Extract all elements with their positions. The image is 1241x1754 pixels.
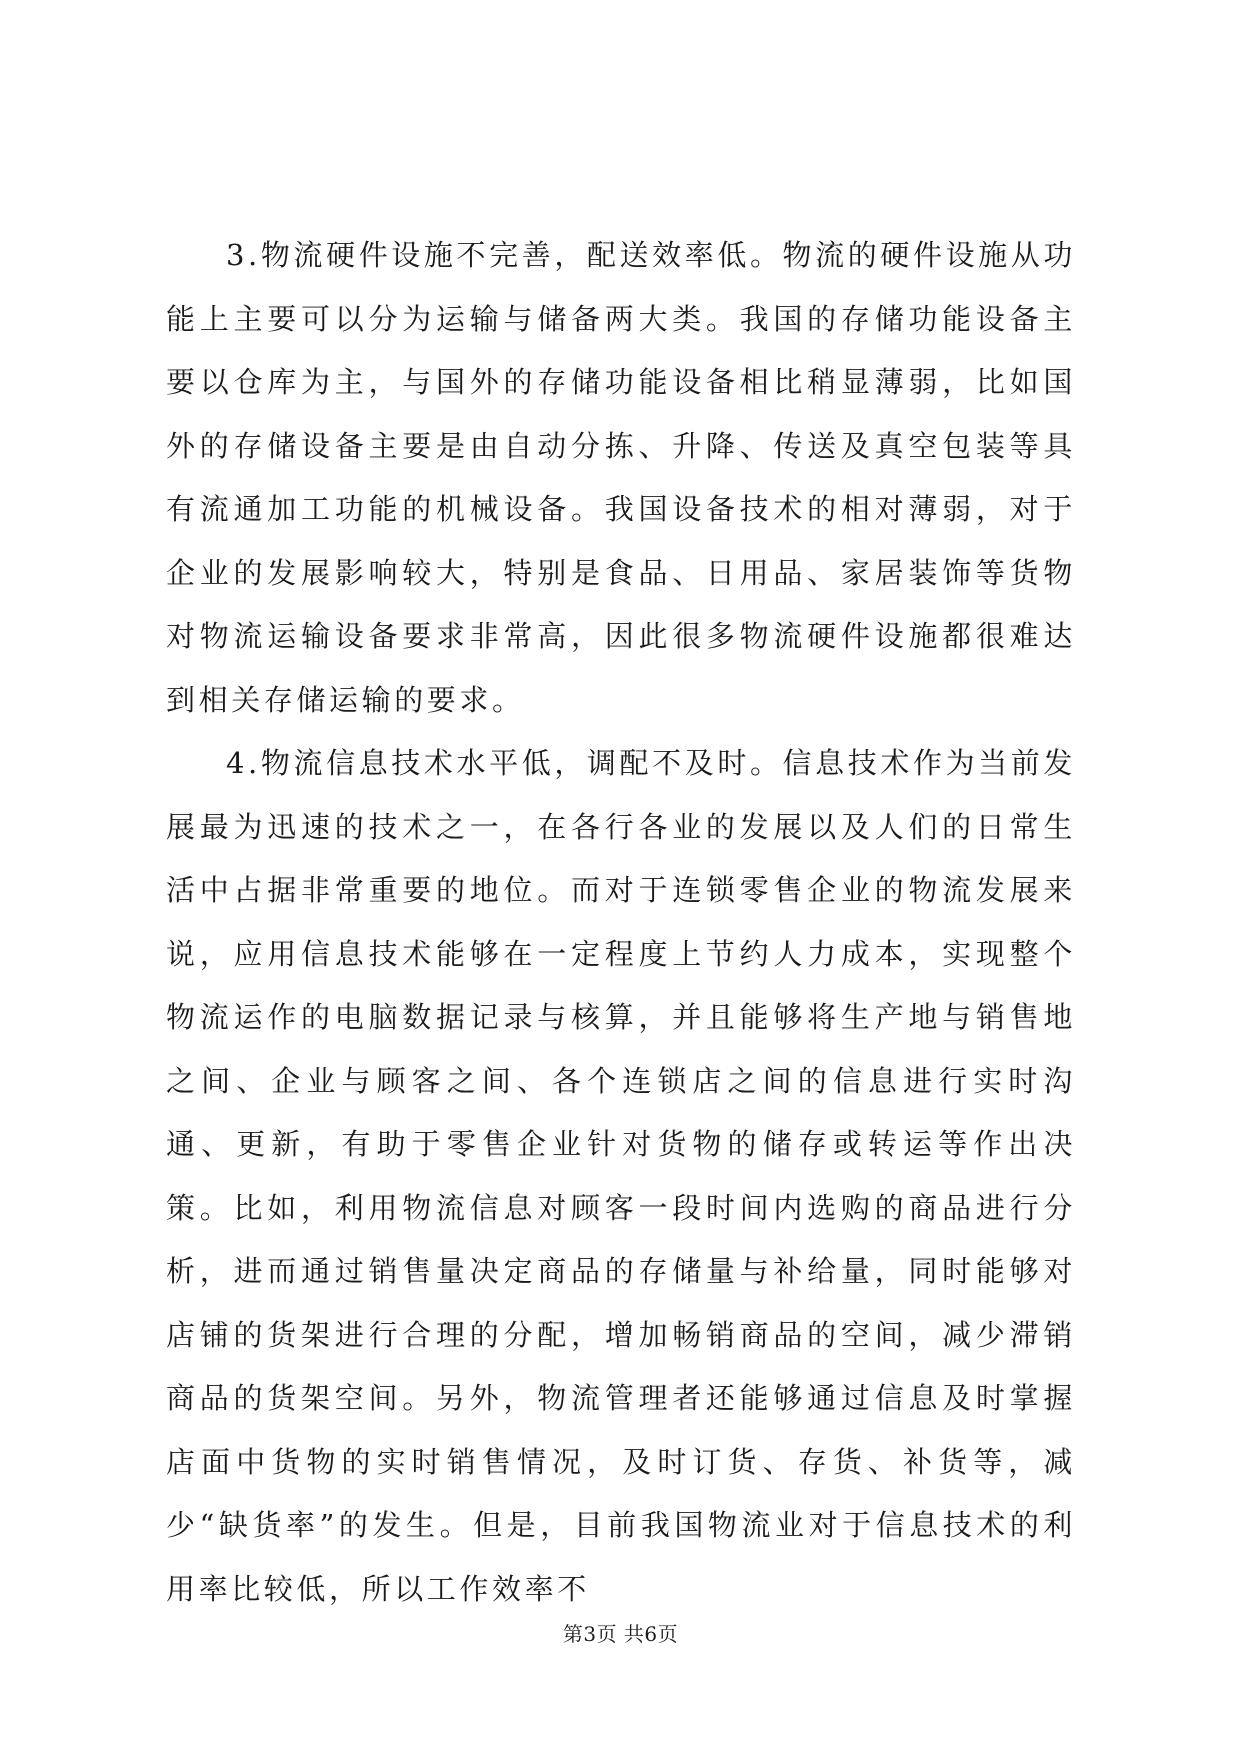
paragraph-information-technology: 4.物流信息技术水平低，调配不及时。信息技术作为当前发展最为迅速的技术之一，在各行各业的发展以及人们的日常生活中占据非常重要的地位。而对于连锁零售企业的物流发展来说，应用信息技术能够在一定程度上节约人力成本，实现整个物流运作的电脑数据记录与核算，并且能够将生产地与销售地之间、企业与顾客之间、各个连锁店之间的信息进行实时沟通、更新，有助于零售企业针对货物的储存或转运等作出决策。比如，利用物流信息对顾客一段时间内选购的商品进行分析，进而通过销售量决定商品的存储量与补给量，同时能够对店铺的货架进行合理的分配，增加畅销商品的空间，减少滞销商品的货架空间。另外，物流管理者还能够通过信息及时掌握店面中货物的实时销售情况，及时订货、存货、补货等，减少“缺货率”的发生。但是，目前我国物流业对于信息技术的利用率比较低，所以工作效率不 (166, 746, 1076, 1606)
page-number-footer: 第3页 共6页 (562, 1622, 679, 1646)
paragraph-hardware-facilities: 3.物流硬件设施不完善，配送效率低。物流的硬件设施从功能上主要可以分为运输与储备两大类。我国的存储功能设备主要以仓库为主，与国外的存储功能设备相比稍显薄弱，比如国外的存储设备主要是由自动分拣、升降、传送及真空包装等具有流通加工功能的机械设备。我国设备技术的相对薄弱，对于企业的发展影响较大，特别是食品、日用品、家居装饰等货物对物流运输设备要求非常高，因此很多物流硬件设施都很难达到相关存储运输的要求。 (166, 238, 1076, 717)
document-body (166, 224, 1076, 1621)
